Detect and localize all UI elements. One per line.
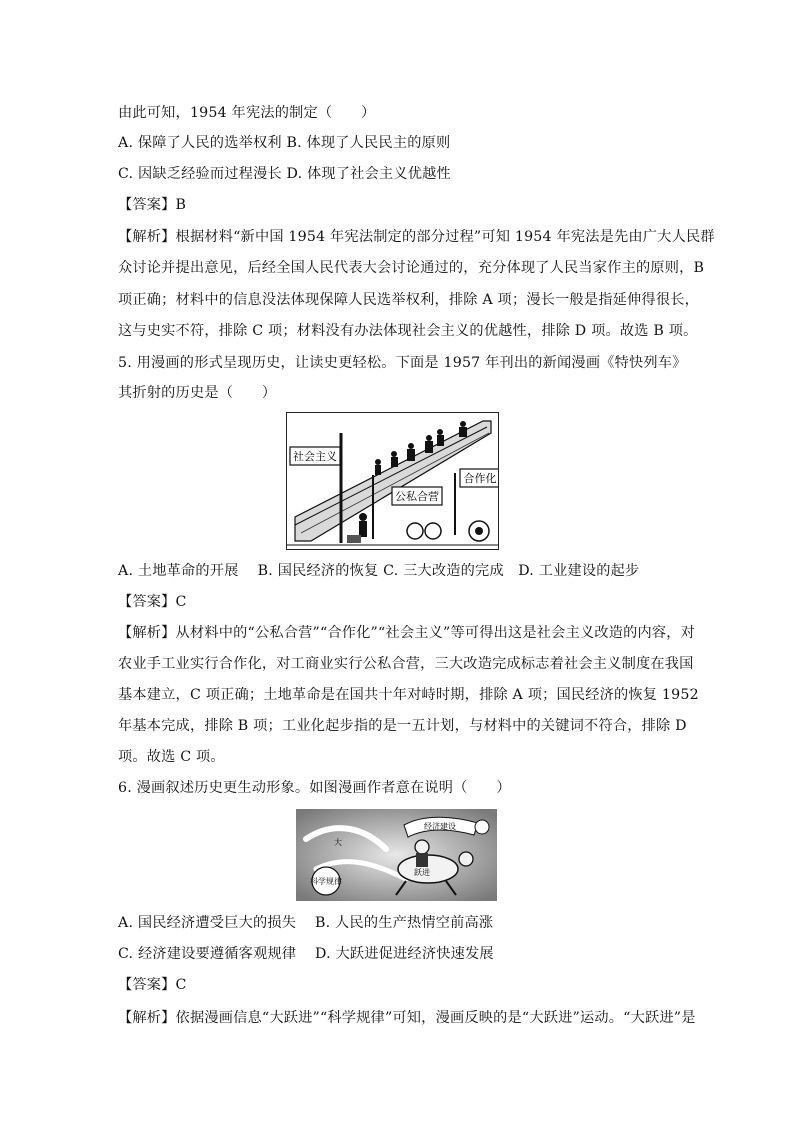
q6-analysis-line: 【解析】依据漫画信息“大跃进”“科学规律”可知，漫画反映的是“大跃进”运动。“大跃进”是 bbox=[118, 1010, 696, 1026]
q4-analysis-line: 【解析】根据材料“新中国 1954 年宪法制定的部分过程”可知 1954 年宪法是先由广大人民群 bbox=[118, 229, 715, 245]
express-train-cartoon bbox=[286, 412, 499, 550]
sign-socialism: 社会主义 bbox=[293, 450, 337, 463]
q5-options: A. 土地革命的开展 B. 国民经济的恢复 C. 三大改造的完成 D. 工业建设的起步 bbox=[118, 563, 640, 579]
q5-analysis-line: 项。故选 C 项。 bbox=[118, 749, 225, 765]
q5-stem-line: 其折射的历史是（ ） bbox=[118, 385, 277, 401]
sign-cooperative: 合作化 bbox=[463, 472, 497, 485]
q4-stem: 由此可知，1954 年宪法的制定（ ） bbox=[118, 105, 376, 121]
q4-options-line-2: C. 因缺乏经验而过程漫长 D. 体现了社会主义优越性 bbox=[118, 166, 451, 182]
sign-public-private: 公私合营 bbox=[395, 490, 439, 503]
q6-option-c: C. 经济建设要遵循客观规律 bbox=[118, 946, 297, 962]
q5-analysis-line: 农业手工业实行合作化，对工商业实行公私合营，三大改造完成标志着社会主义制度在我国 bbox=[118, 656, 694, 672]
q6-answer: 【答案】C bbox=[118, 977, 187, 993]
q6-option-d: D. 大跃进促进经济快速发展 bbox=[315, 946, 494, 962]
q5-stem-line: 5. 用漫画的形式呈现历史，让读史更轻松。下面是 1957 年刊出的新闻漫画《特快列车》 bbox=[118, 355, 687, 371]
label-big: 大 bbox=[334, 838, 342, 847]
great-leap-cartoon bbox=[296, 809, 497, 901]
q4-analysis-line: 这与史实不符，排除 C 项；材料没有办法体现社会主义的优越性，排除 D 项。故选 B 项。 bbox=[118, 323, 698, 339]
q6-option-a: A. 国民经济遭受巨大的损失 bbox=[118, 915, 297, 931]
q4-analysis-line: 项正确；材料中的信息没法体现保障人民选举权利，排除 A 项；漫长一般是指延伸得很长， bbox=[118, 292, 699, 308]
q4-answer: 【答案】B bbox=[118, 197, 187, 213]
q5-analysis-line: 【解析】从材料中的“公私合营”“合作化”“社会主义”等可得出这是社会主义改造的内容，对 bbox=[118, 625, 696, 641]
q4-analysis-line: 众讨论并提出意见，后经全国人民代表大会讨论通过的，充分体现了人民当家作主的原则，B bbox=[118, 260, 705, 276]
q4-options-line-1: A. 保障了人民的选举权利 B. 体现了人民民主的原则 bbox=[118, 135, 451, 151]
label-leap: 跃进 bbox=[414, 868, 430, 877]
q6-option-b: B. 人民的生产热情空前高涨 bbox=[315, 915, 494, 931]
q5-analysis-line: 基本建立，C 项正确；土地革命是在国共十年对峙时期，排除 A 项；国民经济的恢复 1952 bbox=[118, 687, 699, 703]
label-scientific-law: 科学规律 bbox=[310, 877, 342, 886]
q6-stem: 6. 漫画叙述历史更生动形象。如图漫画作者意在说明（ ） bbox=[118, 780, 511, 796]
q5-answer: 【答案】C bbox=[118, 594, 187, 610]
q5-analysis-line: 年基本完成，排除 B 项；工业化起步指的是一五计划，与材料中的关键词不符合，排除 D bbox=[118, 718, 687, 734]
label-economic-construction: 经济建设 bbox=[424, 822, 456, 831]
